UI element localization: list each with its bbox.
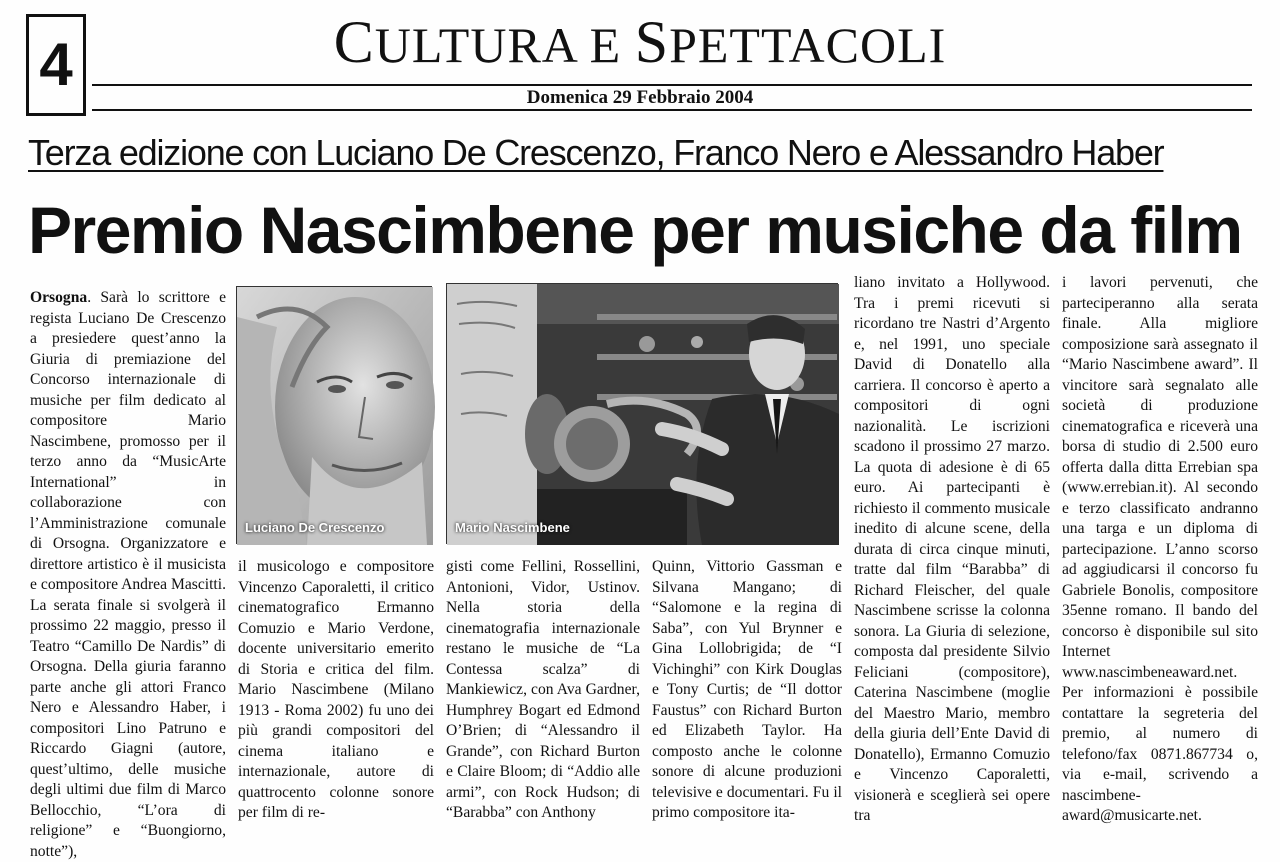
portrait-image: [237, 287, 433, 545]
article-column-3: gisti come Fellini, Rossellini, Antonioni, Vidor, Ustinov. Nella storia della cinematografia internazionale restano le musiche de “La Contessa scalza” di Mankiewicz, con Ava Gardner, Humphrey Bogart ed Edmond O’Brien; di “Alessandro il Grande”, con Richard Burton e Claire Bloom; di “Addio alle armi”, con Rock Hudson; di “Barabba” con Anthony: [446, 558, 640, 821]
article-column-5: liano invitato a Hollywood. Tra i premi ricevuti si ricordano tre Nastri d’Argento e, nel 1991, uno speciale David di Donatello alla carriera. Il concorso è aperto a compositori di ogni nazionalità. Le iscrizioni scadono il prossimo 27 marzo. La quota di adesione è di 65 euro. Ai partecipanti è richiesto il commento musicale inedito di alcune scene, della durata di circa cinque minuti, tratte dal film “Barabba” di Richard Fleischer, del quale Nascimbene scrisse la colonna sonora. La Giuria di selezione, composta dal presidente Silvio Feliciani (compositore), Caterina Nascimbene (moglie del Maestro Mario, membro della giuria dell’Ente David di Donatello), Ermanno Comuzio e Vincenzo Caporaletti, visionerà e sceglierà sei opere tra: [854, 274, 1050, 824]
page-number: 4: [26, 14, 86, 116]
dateline: Domenica 29 Febbraio 2004: [526, 87, 754, 108]
photo-caption-right: Mario Nascimbene: [455, 520, 570, 535]
header-rule-bottom: [92, 109, 1252, 111]
article-column-1-text: . Sarà lo scrittore e regista Luciano De Crescenzo a presiedere quest’anno la Giuria di premiazione del Concorso internazionale di musiche per film dedicato al compositore Mario Nascimbene, promosso per il terzo anno da “MusicArte International” in collaborazione con l’Amministrazione comunale di Orsogna. Organizzatore e direttore artistico è il musicista e compositore Andrea Mascitti. La serata finale si svolgerà il prossimo 22 maggio, presso il Teatro “Camillo De Nardis” di Orsogna. Della giuria faranno parte anche gli attori Franco Nero e Alessandro Haber, i compositori Lino Patruno e Riccardo Giagni (autore, quest’ultimo, delle musiche degli ultimi due film di Marco Bellocchio, “L’ora di religione” e “Buongiorno, notte”),: [30, 289, 226, 860]
kicker: Terza edizione con Luciano De Crescenzo, Franco Nero e Alessandro Haber: [28, 132, 1164, 173]
article-column-4: Quinn, Vittorio Gassman e Silvana Mangano; di “Salomone e la regina di Saba”, con Yul Brynner e Gina Lollobrigida; de “I Vichinghi” con Kirk Douglas e Tony Curtis; de “Il dottor Faustus” con Richard Burton ed Elizabeth Taylor. Ha composto anche le colonne sonore di alcune produzioni televisive e documentari. Fu il primo compositore ita-: [652, 558, 842, 821]
headline: Premio Nascimbene per musiche da film: [28, 193, 1242, 267]
photo-mario-nascimbene: [446, 283, 838, 544]
article-column-6: i lavori pervenuti, che parteciperanno alla serata finale. Alla migliore composizione sarà assegnato il “Mario Nascimbene award”. Il vincitore sarà segnalato alle società di produzione cinematografica e riceverà una borsa di studio di 2.500 euro offerta dalla ditta Errebian spa (www.errebian.it). Al secondo e terzo classificato andranno una targa e un diploma di partecipazione. L’anno scorso ad aggiudicarsi il concorso fu Gabriele Bonolis, compositore 35enne romano. Il bando del concorso è disponibile sul sito Internet www.nascimbeneaward.net. Per informazioni è possibile contattare la segreteria del premio, al numero di telefono/fax 0871.867734 o, via e-mail, scrivendo a nascimbene-award@musicarte.net.: [1062, 274, 1258, 824]
photo-luciano-de-crescenzo: [236, 286, 432, 544]
photo-caption-left: Luciano De Crescenzo: [245, 520, 385, 535]
article-column-2: il musicologo e compositore Vincenzo Caporaletti, il critico cinematografico Ermanno Comuzio e Mario Verdone, docente universitario emerito di Storia e critica del film. Mario Nascimbene (Milano 1913 - Roma 2002) fu uno dei più grandi compositori del cinema italiano e internazionale, autore di quattrocento colonne sonore per film di re-: [238, 558, 434, 821]
header-rule-top: [92, 84, 1252, 86]
section-title: CULTURA E SPETTACOLI: [333, 9, 947, 75]
article-column-1: [30, 288, 226, 860]
composer-image: [447, 284, 839, 545]
article-dateline-place: Orsogna: [30, 289, 88, 306]
